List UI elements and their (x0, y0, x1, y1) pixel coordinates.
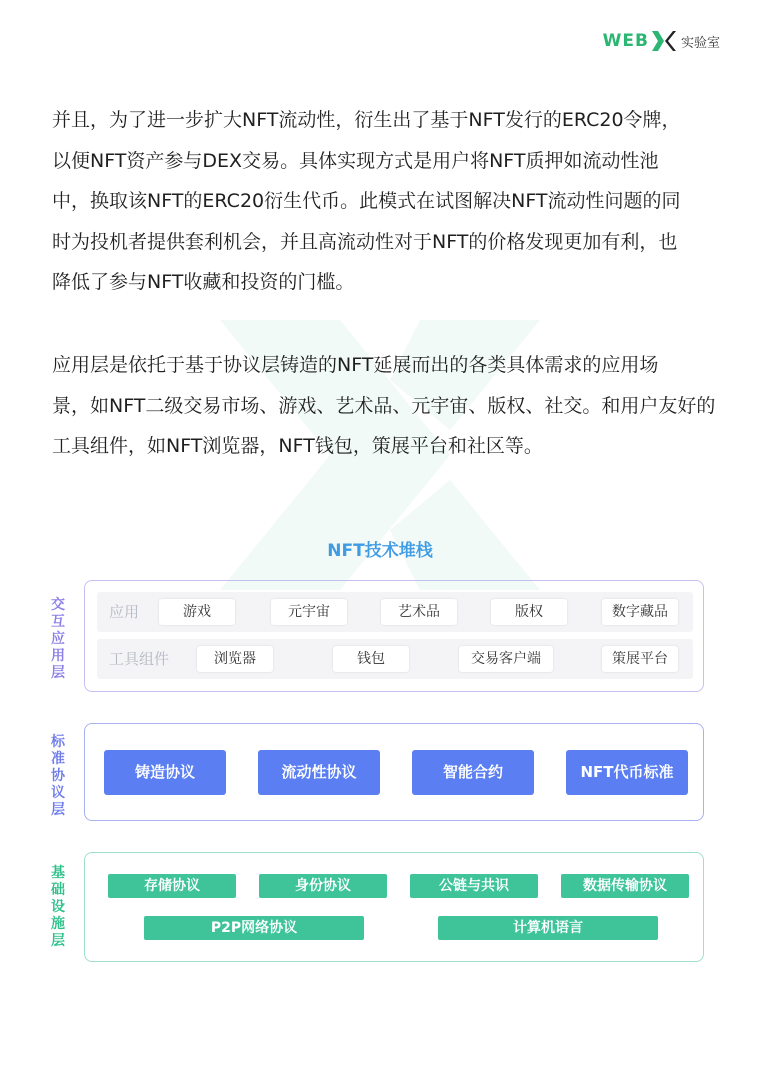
logo-wordmark: WEB (602, 31, 649, 51)
logo-x-icon (651, 30, 677, 52)
chip-art: 艺术品 (381, 599, 457, 625)
paragraph-line: 以便NFT资产参与DEX交易。具体实现方式是用户将NFT质押如流动性池 (52, 149, 659, 172)
paragraph-line: 中，换取该NFT的ERC20衍生代币。此模式在试图解决NFT流动性问题的同 (52, 190, 681, 212)
diagram-title: NFT技术堆栈 (327, 541, 433, 561)
chip-metaverse: 元宇宙 (271, 599, 347, 625)
layer-interaction-app (84, 580, 704, 692)
paragraph-line: 应用层是依托于基于协议层铸造的NFT延展而出的各类具体需求的应用场 (52, 354, 659, 376)
paragraph-line: 并且，为了进一步扩大NFT流动性，衍生出了基于NFT发行的ERC20令牌， (52, 109, 681, 131)
layer-standard-protocol (84, 723, 704, 821)
paragraph-application-layer (52, 345, 716, 467)
layer-infrastructure (84, 852, 704, 962)
paragraph-line: 时为投机者提供套利机会，并且高流动性对于NFT的价格发现更加有利，也 (52, 230, 678, 253)
block-storage-protocol: 存储协议 (108, 874, 236, 898)
block-blockchain-consensus: 公链与共识 (410, 874, 538, 898)
block-minting-protocol: 铸造协议 (104, 750, 226, 795)
block-programming-language: 计算机语言 (438, 916, 658, 940)
chip-copyright: 版权 (491, 599, 567, 625)
block-p2p-network-protocol: P2P网络协议 (144, 916, 364, 940)
block-identity-protocol: 身份协议 (259, 874, 387, 898)
chip-games: 游戏 (159, 599, 235, 625)
block-data-transfer-protocol: 数据传输协议 (561, 874, 689, 898)
block-nft-token-standard: NFT代币标准 (566, 750, 688, 795)
chip-wallet: 钱包 (333, 646, 409, 672)
paragraph-line: 降低了参与NFT收藏和投资的门槛。 (52, 271, 355, 293)
layer-label-interaction: 交互应用层 (51, 597, 65, 681)
logo-suffix: 实验室 (680, 35, 720, 51)
layer-label-infrastructure: 基础设施层 (51, 865, 65, 949)
chip-digital-collectibles: 数字藏品 (602, 599, 678, 625)
paragraph-line: 景，如NFT二级交易市场、游戏、艺术品、元宇宙、版权、社交。和用户友好的 (52, 394, 716, 417)
row-label-tools: 工具组件 (109, 650, 170, 668)
row-tools (97, 639, 693, 679)
chip-browser: 浏览器 (197, 646, 273, 672)
paragraph-line: 工具组件，如NFT浏览器，NFT钱包，策展平台和社区等。 (52, 435, 543, 457)
chip-trading-client: 交易客户端 (459, 646, 553, 672)
layer-label-standard: 标准协议层 (51, 734, 65, 818)
brand-logo (603, 30, 720, 52)
block-liquidity-protocol: 流动性协议 (258, 750, 380, 795)
paragraph-liquidity (52, 100, 716, 303)
row-label-applications: 应用 (109, 603, 140, 621)
block-smart-contract: 智能合约 (412, 750, 534, 795)
row-applications (97, 592, 693, 632)
chip-curation-platform: 策展平台 (602, 646, 678, 672)
